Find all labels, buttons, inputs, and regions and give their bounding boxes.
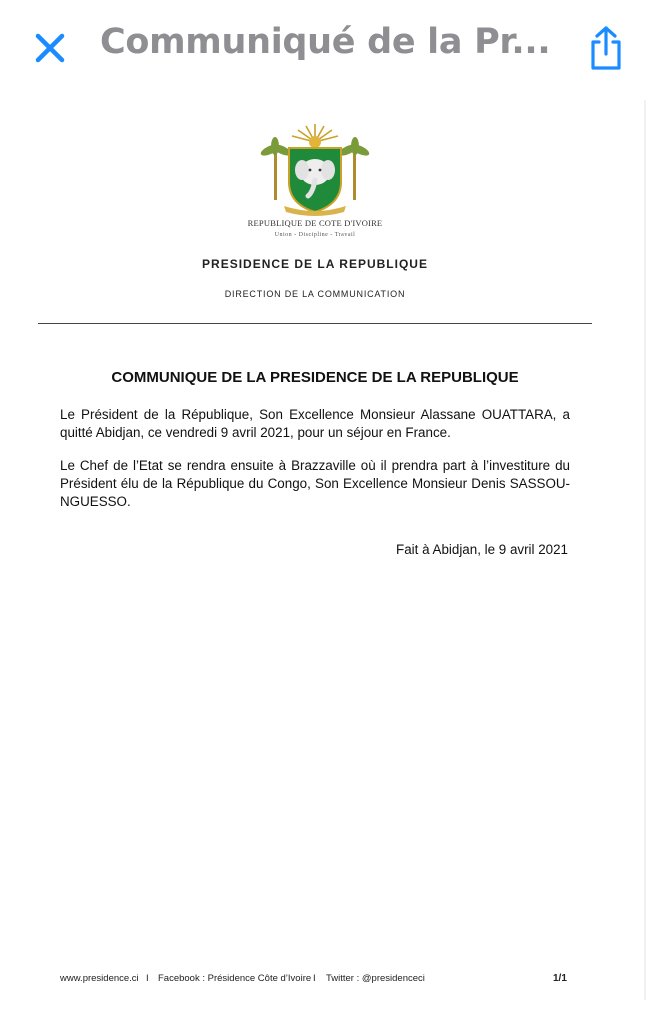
close-button[interactable] — [28, 26, 72, 70]
close-icon — [28, 26, 72, 70]
page-edge — [644, 100, 646, 1000]
footer-separator: I — [146, 973, 149, 984]
footer-twitter: Twitter : @presidenceci — [326, 973, 425, 984]
footer-website: www.presidence.ci — [60, 973, 139, 984]
republic-name: REPUBLIQUE DE COTE D'IVOIRE — [247, 218, 383, 228]
paragraph-1: Le Président de la République, Son Excellence Monsieur Alassane OUATTARA, a quitté Abidjan, ce vendredi 9 avril 2021, pour un séjour en France. — [60, 407, 570, 440]
paragraph-2: Le Chef de l’Etat se rendra ensuite à Brazzaville où il prendra part à l’investiture du Président élu de la République du Congo, Son Excellence Monsieur Denis SASSOU-NGUESSO. — [60, 458, 570, 509]
national-motto: Union - Discipline - Travail — [274, 232, 356, 238]
signoff-line: Fait à Abidjan, le 9 avril 2021 — [396, 542, 568, 557]
page-footer — [60, 973, 580, 987]
share-icon — [582, 24, 630, 72]
footer-separator: I — [313, 973, 316, 984]
nav-title: Communiqué de la Pr... — [100, 22, 551, 62]
header-divider — [38, 323, 592, 324]
share-button[interactable] — [582, 24, 630, 72]
page-indicator: 1/1 — [553, 973, 567, 984]
navigation-bar — [0, 0, 651, 96]
footer-facebook: Facebook : Présidence Côte d’Ivoire — [158, 973, 312, 984]
department-heading: DIRECTION DE LA COMMUNICATION — [224, 289, 406, 299]
document-title: COMMUNIQUE DE LA PRESIDENCE DE LA REPUBLIQUE — [111, 369, 519, 386]
office-heading: PRESIDENCE DE LA REPUBLIQUE — [202, 257, 428, 271]
coat-of-arms-emblem — [256, 120, 374, 220]
